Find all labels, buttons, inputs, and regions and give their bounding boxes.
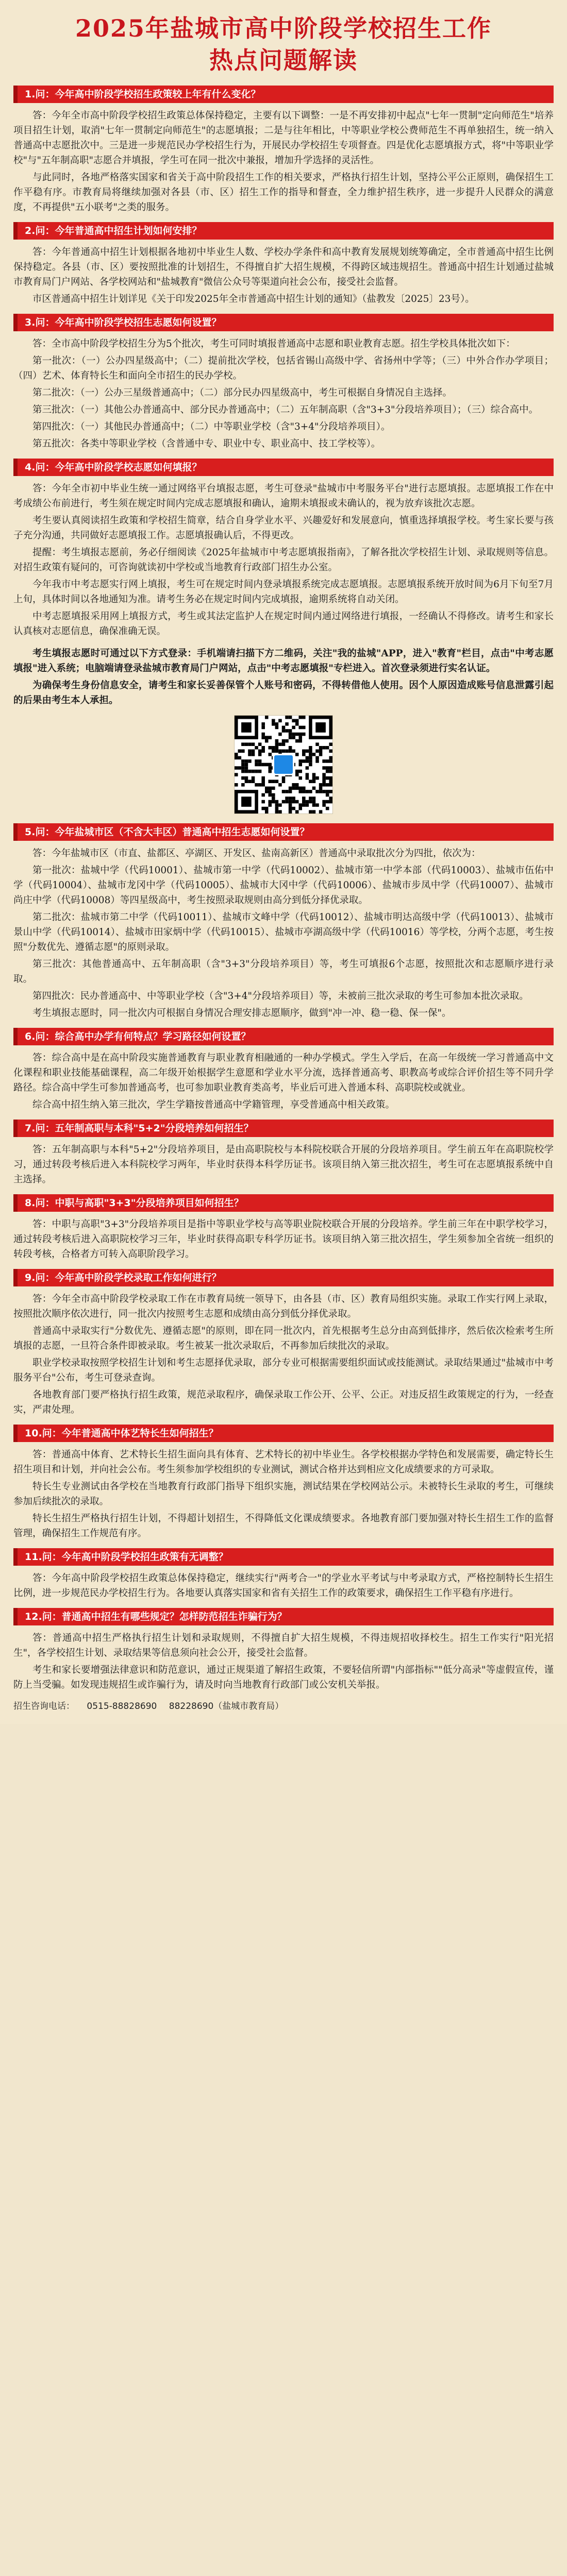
qa-section <box>13 1608 554 1692</box>
question-heading: 12.问：普通高中招生有哪些规定？怎样防范招生诈骗行为？ <box>13 1608 554 1625</box>
qa-section <box>13 1269 554 1417</box>
answer-paragraph: 各地教育部门要严格执行招生政策，规范录取程序，确保录取工作公开、公平、公正。对违反招生政策规定的行为，一经查实，严肃处理。 <box>13 1389 554 1415</box>
answer-paragraph: 答：普通高中招生严格执行招生计划和录取规则，不得擅自扩大招生规模，不得违规招收择校生。招生工作实行"阳光招生"，各学校招生计划、录取结果等信息须向社会公开，接受社会监督。 <box>13 1633 554 1658</box>
question-heading: 5.问：今年盐城市区（不含大丰区）普通高中招生志愿如何设置？ <box>13 823 554 841</box>
qr-code-wrapper <box>13 715 554 814</box>
answer-paragraph: 第四批次：（一）其他民办普通高中；（二）中等职业学校（含"3+4"分段培养项目）。 <box>32 421 391 432</box>
answer-paragraph: 答：五年制高职与本科"5+2"分段培养项目，是由高职院校与本科院校联合开展的分段培养项目。学生前五年在高职院校学习，通过转段考核后进入本科院校学习两年，毕业时获得本科学历证书。该项目纳入第三批次招生，考生可在志愿填报系统中自主选择。 <box>13 1144 554 1185</box>
answer-paragraph: 第三批次：（一）其他公办普通高中、部分民办普通高中；（二）五年制高职（含"3+3"分段培养项目）；（三）综合高中。 <box>32 404 539 415</box>
answer-paragraph: 职业学校录取按照学校招生计划和考生志愿择优录取，部分专业可根据需要组织面试或技能测试。录取结果通过"盐城市中考服务平台"公布，考生可登录查询。 <box>13 1358 554 1383</box>
hotline-value-1: 0515-88828690 <box>87 1701 157 1711</box>
answer-paragraph: 今年我市中考志愿实行网上填报，考生可在规定时间内登录填报系统完成志愿填报。志愿填报系统开放时间为6月下旬至7月上旬，具体时间以各地通知为准。请考生务必在规定时间内完成填报，逾期系统将自动关闭。 <box>13 579 554 605</box>
qa-section <box>13 86 554 215</box>
answer-paragraph: 答：今年全市高中阶段学校招生政策总体保持稳定，主要有以下调整：一是不再安排初中起点"七年一贯制"定向师范生"培养项目招生计划，取消"七年一贯制定向师范生"的志愿填报；二是与往年相比，中等职业学校公费师范生不再单独招生，统一纳入普通高中志愿批次中。三是进一步规范民办学校招生行为，开展民办学校招生专项督查。四是优化志愿填报方式，将"中等职业学校"与"五年制高职"志愿合并填报，学生可在同一批次中兼报，增加升学选择的灵活性。 <box>13 110 554 166</box>
answer-paragraph: 特长生招生严格执行招生计划，不得超计划招生，不得降低文化课成绩要求。各地教育部门要加强对特长生招生工作的监督管理，确保招生工作规范有序。 <box>13 1513 554 1539</box>
qa-section <box>13 1548 554 1601</box>
question-heading: 7.问：五年制高职与本科"5+2"分段培养如何招生？ <box>13 1120 554 1137</box>
question-heading: 1.问：今年高中阶段学校招生政策较上年有什么变化？ <box>13 86 554 103</box>
answer-paragraph: 答：今年全市高中阶段学校录取工作在市教育局统一领导下，由各县（市、区）教育局组织实施。录取工作实行网上录取，按照批次顺序依次进行，同一批次内按照考生志愿和成绩由高分到低分择优录取。 <box>13 1294 554 1319</box>
answer-paragraph: 综合高中招生纳入第三批次，学生学籍按普通高中学籍管理，享受普通高中相关政策。 <box>32 1099 395 1110</box>
answer-paragraph: 第三批次：其他普通高中、五年制高职（含"3+3"分段培养项目）等，考生可填报6个志愿，按照批次和志愿顺序进行录取。 <box>13 959 554 985</box>
answer-paragraph: 第四批次：民办普通高中、中等职业学校（含"3+4"分段培养项目）等，未被前三批次录取的考生可参加本批次录取。 <box>32 991 529 1002</box>
question-heading: 10.问：今年普通高中体艺特长生如何招生？ <box>13 1425 554 1442</box>
answer-paragraph: 第五批次：各类中等职业学校（含普通中专、职业中专、职业高中、技工学校等）。 <box>32 438 381 449</box>
answer-paragraph: 市区普通高中招生计划详见《关于印发2025年全市普通高中招生计划的通知》（盐教发〔2025〕23号）。 <box>32 294 475 304</box>
answer-paragraph: 普通高中录取实行"分数优先、遵循志愿"的原则，即在同一批次内，首先根据考生总分由高到低排序，然后依次检索考生所填报的志愿，一旦符合条件即被录取。考生被某一批次录取后，不再参加后续批次的录取。 <box>13 1326 554 1351</box>
answer-paragraph: 答：普通高中体育、艺术特长生招生面向具有体育、艺术特长的初中毕业生。各学校根据办学特色和发展需要，确定特长生招生项目和计划，并向社会公布。考生须参加学校组织的专业测试，测试合格并达到相应文化成绩要求的方可录取。 <box>13 1449 554 1475</box>
footer <box>13 1700 554 1714</box>
answer-paragraph: 第一批次：盐城中学（代码10001）、盐城市第一中学（代码10002）、盐城市第一中学本部（代码10003）、盐城市伍佑中学（代码10004）、盐城市龙冈中学（代码10005）、盐城市大冈中学（代码10006）、盐城市步凤中学（代码10007）、盐城市尚庄中学（代码10008）等四星级高中，考生按照录取规则由高分到低分择优录取。 <box>13 865 554 906</box>
answer-paragraph: 考生要认真阅读招生政策和学校招生简章，结合自身学业水平、兴趣爱好和发展意向，慎重选择填报学校。考生家长要与孩子充分沟通，共同做好志愿填报工作。志愿填报确认后，不得更改。 <box>13 515 554 541</box>
page-title <box>13 12 554 76</box>
answer-paragraph: 答：中职与高职"3+3"分段培养项目是指中等职业学校与高等职业院校联合开展的分段培养。学生前三年在中职学校学习，通过转段考核后进入高职院校学习三年，毕业时获得高职专科学历证书。该项目纳入第三批次招生，学生须参加全省统一组织的转段考核，合格者方可转入高职阶段学习。 <box>13 1219 554 1260</box>
page-title-line1: 2025年盐城市高中阶段学校招生工作 <box>75 14 492 42</box>
answer-paragraph: 第二批次：盐城市第二中学（代码10011）、盐城市文峰中学（代码10012）、盐城市明达高级中学（代码10013）、盐城市景山中学（代码10014）、盐城市田家炳中学（代码10015）、盐城市亭湖高级中学（代码10016）等学校，分两个志愿，考生按照"分数优先、遵循志愿"的原则录取。 <box>13 912 554 953</box>
answer-paragraph: 答：全市高中阶段学校招生分为5个批次，考生可同时填报普通高中志愿和职业教育志愿。招生学校具体批次如下： <box>32 338 515 349</box>
answer-paragraph: 特长生专业测试由各学校在当地教育行政部门指导下组织实施，测试结果在学校网站公示。未被特长生录取的考生，可继续参加后续批次的录取。 <box>13 1481 554 1507</box>
answer-paragraph: 提醒：考生填报志愿前，务必仔细阅读《2025年盐城市中考志愿填报指南》，了解各批次学校招生计划、录取规则等信息。对招生政策有疑问的，可咨询就读初中学校或当地教育行政部门招生办公室。 <box>13 547 554 573</box>
answer-paragraph: 答：综合高中是在高中阶段实施普通教育与职业教育相融通的一种办学模式。学生入学后，在高一年级统一学习普通高中文化课程和职业技能基础课程，高二年级开始根据学生意愿和学业水平分流，选择普通高考、职教高考或综合评价招生等不同升学路径。综合高中学生可参加普通高考，也可参加职业教育类高考，毕业后可进入普通本科、高职院校或就业。 <box>13 1053 554 1093</box>
answer-paragraph: 考生填报志愿时，同一批次内可根据自身情况合理安排志愿顺序，做到"冲一冲、稳一稳、保一保"。 <box>32 1008 452 1019</box>
answer-paragraph: 第二批次：（一）公办三星级普通高中；（二）部分民办四星级高中，考生可根据自身情况自主选择。 <box>32 387 453 398</box>
qr-logo-icon <box>273 754 294 775</box>
qa-section <box>13 314 554 451</box>
question-heading: 2.问：今年普通高中招生计划如何安排？ <box>13 222 554 240</box>
answer-paragraph: 考生填报志愿时可通过以下方式登录：手机端请扫描下方二维码，关注"我的盐城"APP，进入"教育"栏目，点击"中考志愿填报"进入系统；电脑端请登录盐城市教育局门户网站，点击"中考志愿填报"专栏进入。首次登录须进行实名认证。 <box>13 648 554 674</box>
answer-paragraph: 为确保考生身份信息安全，请考生和家长妥善保管个人账号和密码，不得转借他人使用。因个人原因造成账号信息泄露引起的后果由考生本人承担。 <box>13 680 554 706</box>
answer-paragraph: 考生和家长要增强法律意识和防范意识，通过正规渠道了解招生政策，不要轻信所谓"内部指标""低分高录"等虚假宣传，谨防上当受骗。如发现违规招生或诈骗行为，请及时向当地教育行政部门或公安机关举报。 <box>13 1665 554 1690</box>
answer-paragraph: 答：今年高中阶段学校招生政策总体保持稳定，继续实行"两考合一"的学业水平考试与中考录取方式，严格控制特长生招生比例，进一步规范民办学校招生行为。各地要认真落实国家和省有关招生工作的政策要求，确保招生工作平稳有序进行。 <box>13 1573 554 1599</box>
answer-paragraph: 答：今年盐城市区（市直、盐都区、亭湖区、开发区、盐南高新区）普通高中录取批次分为四批，依次为： <box>32 848 481 859</box>
answer-paragraph: 答：今年普通高中招生计划根据各地初中毕业生人数、学校办学条件和高中教育发展规划统筹确定，全市普通高中招生比例保持稳定。各县（市、区）要按照批准的计划招生，不得擅自扩大招生规模，不得跨区域违规招生。普通高中招生计划通过盐城市教育局门户网站、各学校网站和"盐城教育"微信公众号等渠道向社会公布，接受社会监督。 <box>13 247 554 287</box>
answer-paragraph: 中考志愿填报采用网上填报方式，考生或其法定监护人在规定时间内通过网络进行填报，一经确认不得修改。请考生和家长认真核对志愿信息，确保准确无误。 <box>13 611 554 637</box>
answer-paragraph: 第一批次：（一）公办四星级高中；（二）提前批次学校，包括省锡山高级中学、省扬州中学等；（三）中外合作办学项目；（四）艺术、体育特长生和面向全市招生的民办学校。 <box>13 355 554 381</box>
question-heading: 3.问：今年高中阶段学校招生志愿如何设置？ <box>13 314 554 331</box>
qa-section <box>13 1425 554 1541</box>
sections-container <box>13 86 554 1692</box>
qa-section <box>13 646 554 708</box>
question-heading: 11.问：今年高中阶段学校招生政策有无调整？ <box>13 1548 554 1566</box>
qa-section <box>13 459 554 639</box>
question-heading: 4.问：今年高中阶段学校志愿如何填报？ <box>13 459 554 476</box>
answer-paragraph: 与此同时，各地严格落实国家和省关于高中阶段招生工作的相关要求，严格执行招生计划，坚持公平公正原则，确保招生工作平稳有序。市教育局将继续加强对各县（市、区）招生工作的指导和督查，全力维护招生秩序，进一步提升人民群众的满意度，不再提供"五小联考"之类的服务。 <box>13 172 554 213</box>
qa-section <box>13 222 554 307</box>
qa-section <box>13 1120 554 1187</box>
page-title-line2: 热点问题解读 <box>209 46 358 74</box>
qa-section <box>13 1028 554 1112</box>
question-heading: 8.问：中职与高职"3+3"分段培养项目如何招生？ <box>13 1194 554 1212</box>
qa-section <box>13 1194 554 1262</box>
qr-code-icon[interactable] <box>234 715 333 814</box>
answer-paragraph: 答：今年全市初中毕业生统一通过网络平台填报志愿，考生可登录"盐城市中考服务平台"进行志愿填报。志愿填报工作在中考成绩公布前进行，考生须在规定时间内完成志愿填报和确认，逾期未填报或未确认的，视为放弃该批次志愿。 <box>13 483 554 509</box>
question-heading: 9.问：今年高中阶段学校录取工作如何进行？ <box>13 1269 554 1286</box>
qa-section <box>13 823 554 1021</box>
hotline-label: 招生咨询电话： <box>13 1701 75 1711</box>
hotline-value-2: 88228690（盐城市教育局） <box>169 1701 284 1711</box>
question-heading: 6.问：综合高中办学有何特点？学习路径如何设置？ <box>13 1028 554 1045</box>
